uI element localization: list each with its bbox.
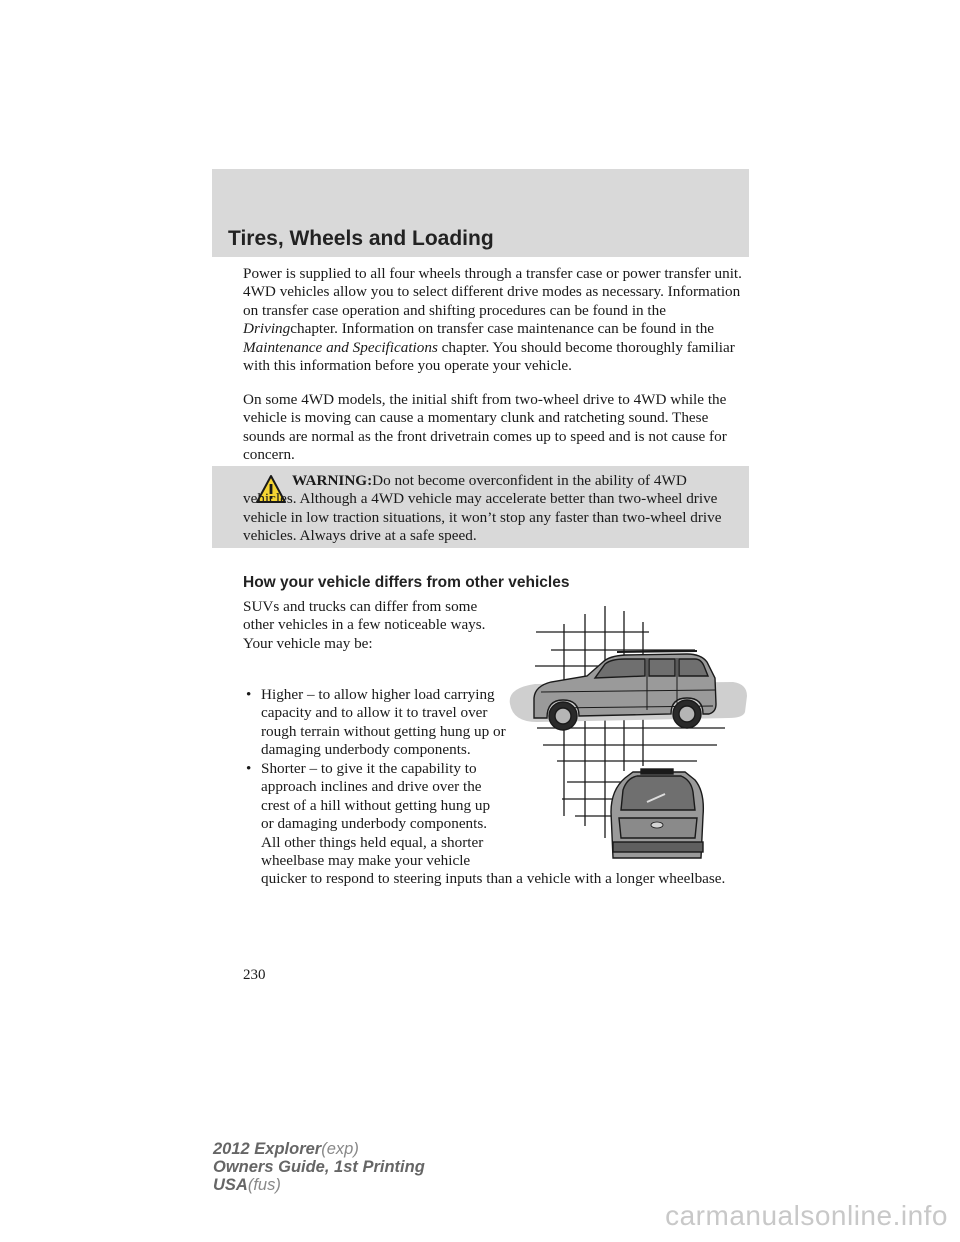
maintenance-chapter-ref: Maintenance and Specifications	[243, 338, 438, 356]
chapter-header-band	[212, 169, 749, 257]
footer-market: USA	[213, 1176, 248, 1194]
footer-print-info	[213, 1140, 425, 1194]
suv-rear-view	[611, 769, 703, 858]
paragraph-transfer-case-part2: chapter. Information on transfer case maintenance can be found in the	[290, 320, 715, 338]
paragraph-transfer-case-part1: Power is supplied to all four wheels through a transfer case or power transfer unit. 4WD vehicles allow you to select different drive modes as necessary. Information on transfer case operation and shifting procedures can be found in the	[243, 265, 742, 319]
bullet-continuation: quicker to respond to steering inputs than a vehicle with a longer wheelbase.	[261, 870, 726, 887]
paragraph-transfer-case	[243, 265, 751, 375]
warning-label: WARNING:	[292, 472, 373, 489]
chapter-title: Tires, Wheels and Loading	[228, 227, 494, 250]
paragraph-transfer-case-part3: chapter. You should become thoroughly familiar with this information before you operate your vehicle.	[243, 338, 735, 375]
footer-vehicle: 2012 Explorer	[213, 1140, 322, 1158]
footer-market-code: (fus)	[247, 1176, 281, 1194]
footer-vehicle-code: (exp)	[321, 1140, 359, 1158]
section-heading: How your vehicle differs from other vehicles	[243, 574, 570, 591]
warning-body: Do not become overconfident in the ability of 4WD vehicles. Although a 4WD vehicle may accelerate better than two-wheel drive vehicle in low traction situations, it won’t stop any faster than two-wheel drive vehicles. Always drive at a safe speed.	[243, 472, 722, 545]
page-number: 230	[243, 967, 266, 983]
bullet-text: Shorter – to give it the capability to approach inclines and drive over the crest of a hill without getting hung up or damaging underbody components. All other things held equal, a shorter wheelbase may make your vehicle	[261, 760, 491, 870]
section-intro: SUVs and trucks can differ from some other vehicles in a few noticeable ways. Your vehicle may be:	[243, 598, 486, 652]
bullet-symbol: •	[246, 760, 252, 777]
driving-chapter-ref: Driving	[243, 320, 291, 338]
warning-text	[243, 472, 743, 546]
paragraph-4wd-shift: On some 4WD models, the initial shift from two-wheel drive to 4WD while the vehicle is moving can cause a momentary clunk and ratcheting sound. These sounds are normal as the front drivetrain comes up to speed and is not cause for concern.	[243, 391, 727, 464]
warning-box	[212, 466, 749, 548]
site-watermark: carmanualsonline.info	[665, 1200, 948, 1231]
footer-printing: Owners Guide, 1st Printing	[213, 1158, 425, 1176]
bullet-text: Higher – to allow higher load carrying capacity and to allow it to travel over rough terrain without getting hung up or damaging underbody components.	[261, 686, 506, 759]
suv-illustration	[507, 606, 747, 860]
bullet-symbol: •	[246, 686, 252, 703]
